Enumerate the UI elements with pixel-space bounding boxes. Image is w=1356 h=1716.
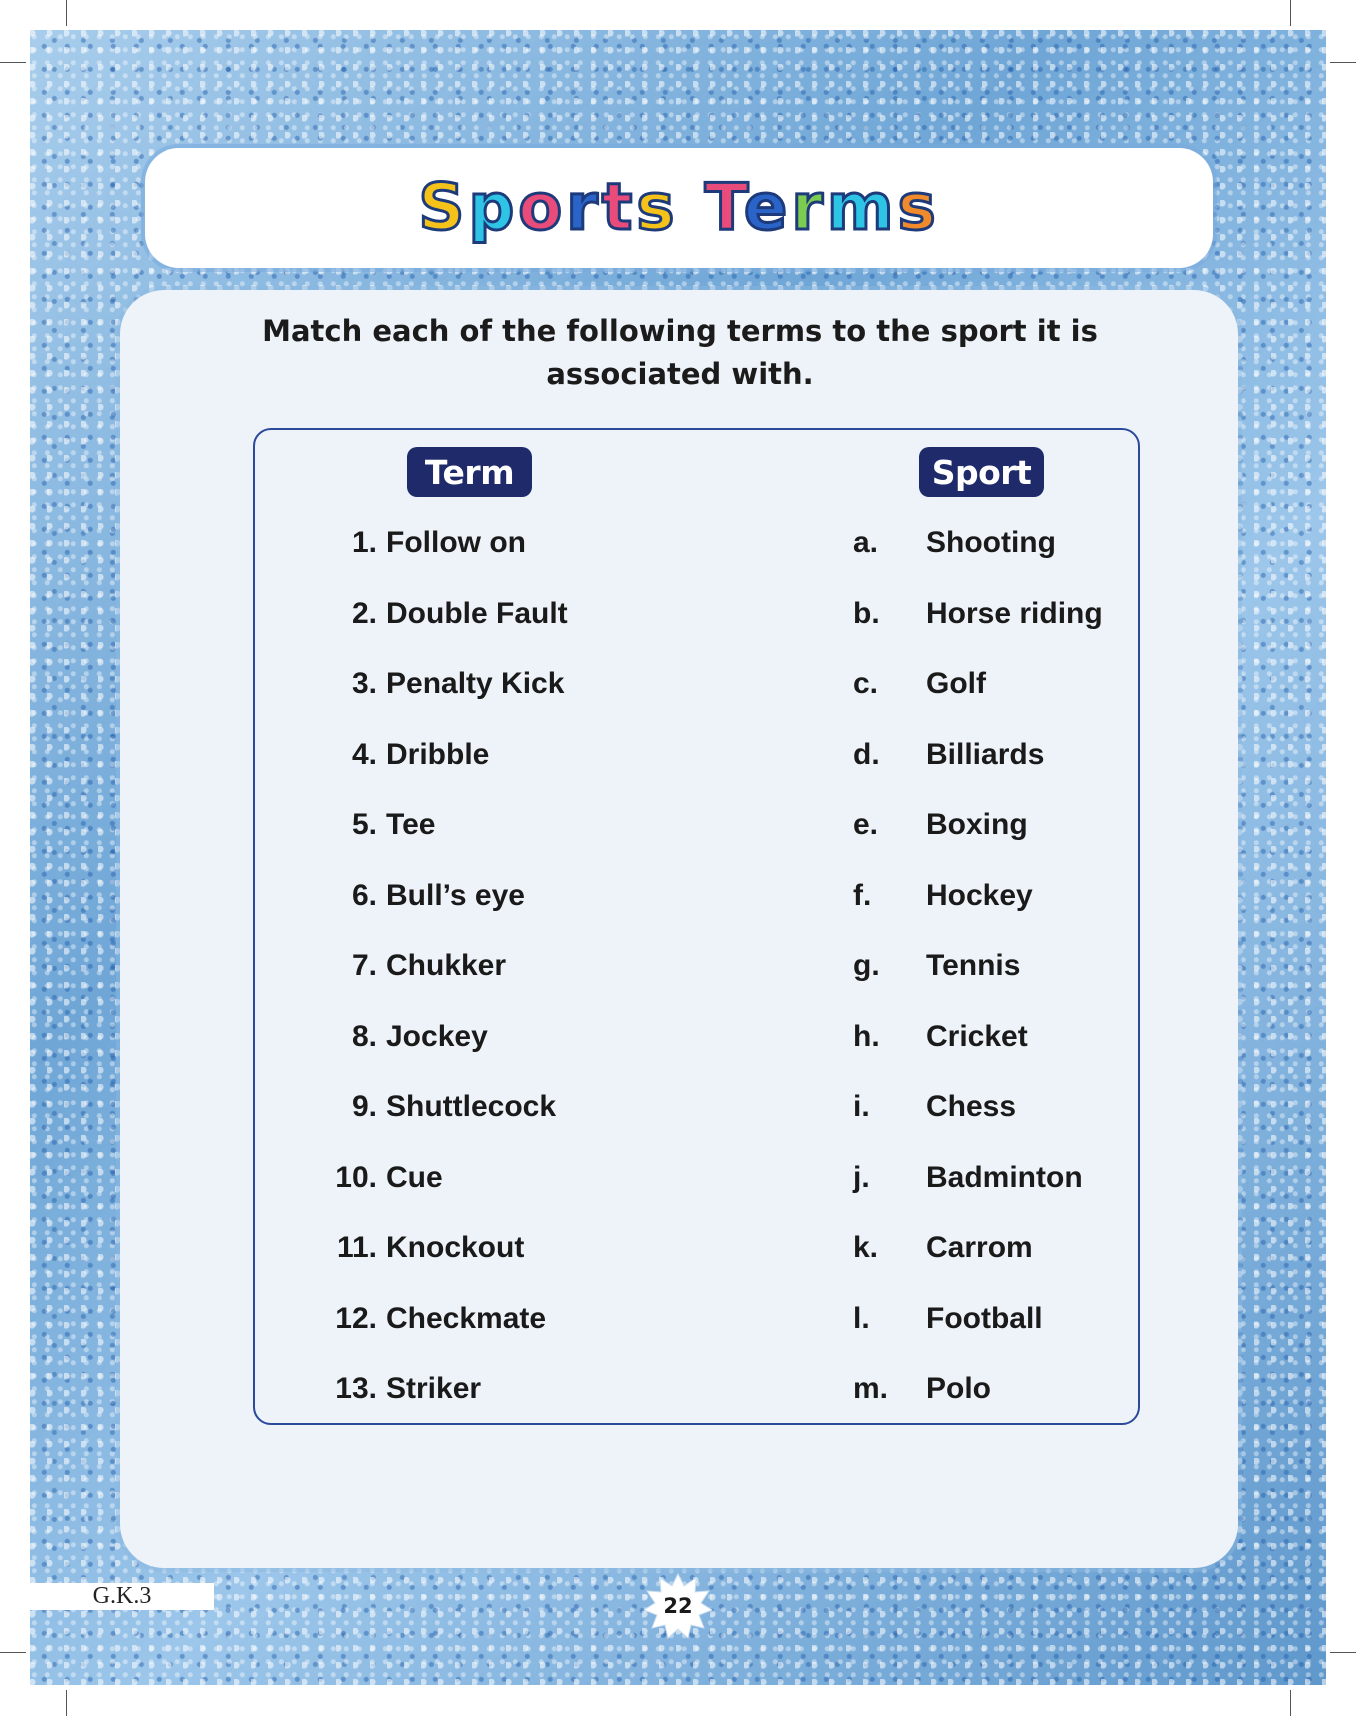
title-card — [145, 148, 1213, 268]
term-number: 13. — [335, 1372, 377, 1405]
sport-letter: i. — [853, 1090, 870, 1123]
term-number: 4. — [351, 738, 377, 771]
title-letter: t — [601, 171, 637, 245]
sport-letter: a. — [853, 526, 879, 559]
term-number: 8. — [351, 1020, 377, 1053]
term-label: Double Fault — [386, 597, 568, 630]
term-label: Jockey — [386, 1020, 488, 1053]
sport-label: Chess — [926, 1090, 1017, 1123]
crop-mark — [1330, 1652, 1356, 1653]
sport-letter: m. — [853, 1372, 889, 1405]
sport-letter: l. — [853, 1302, 870, 1335]
crop-mark — [1290, 1690, 1291, 1716]
term-number: 2. — [351, 597, 377, 630]
page-number: 22 — [663, 1594, 693, 1618]
term-number: 7. — [351, 949, 377, 982]
term-number: 6. — [351, 879, 377, 912]
term-label: Penalty Kick — [386, 667, 565, 700]
term-number: 12. — [335, 1302, 377, 1335]
sport-letter: d. — [853, 738, 880, 771]
sport-label: Carrom — [926, 1231, 1033, 1264]
sport-letter: e. — [853, 808, 879, 841]
sport-letter: c. — [853, 667, 879, 700]
sport-label: Shooting — [926, 526, 1056, 559]
crop-mark — [66, 0, 67, 26]
title-letter: r — [791, 171, 827, 245]
page-title — [418, 171, 939, 245]
sport-label: Badminton — [926, 1161, 1083, 1194]
crop-mark — [66, 1690, 67, 1716]
title-letter: m — [826, 171, 898, 245]
term-label: Checkmate — [386, 1302, 547, 1335]
title-letter: r — [566, 171, 602, 245]
sport-label: Cricket — [926, 1020, 1028, 1053]
term-label: Shuttlecock — [386, 1090, 557, 1123]
sport-label: Hockey — [926, 879, 1033, 912]
term-header: Term — [407, 447, 532, 497]
sport-letter: g. — [853, 949, 880, 982]
sport-label: Tennis — [926, 949, 1021, 982]
term-number: 10. — [335, 1161, 377, 1194]
title-letter: s — [897, 171, 940, 245]
term-label: Chukker — [386, 949, 507, 982]
term-number: 1. — [351, 526, 377, 559]
matching-table — [253, 428, 1140, 1425]
title-letter: e — [743, 171, 792, 245]
term-label: Striker — [386, 1372, 482, 1405]
term-label: Follow on — [386, 526, 526, 559]
term-label: Tee — [386, 808, 436, 841]
term-label: Knockout — [386, 1231, 525, 1264]
book-code: G.K.3 — [30, 1583, 214, 1610]
sport-label: Polo — [926, 1372, 991, 1405]
sport-label: Boxing — [926, 808, 1028, 841]
crop-mark — [1330, 62, 1356, 63]
title-letter: o — [518, 171, 567, 245]
term-label: Cue — [386, 1161, 443, 1194]
sport-letter: f. — [853, 879, 872, 912]
term-number: 9. — [351, 1090, 377, 1123]
sport-header: Sport — [919, 447, 1044, 497]
crop-mark — [0, 1652, 26, 1653]
sport-label: Billiards — [926, 738, 1045, 771]
crop-mark — [0, 62, 26, 63]
sport-label: Football — [926, 1302, 1043, 1335]
sport-letter: k. — [853, 1231, 879, 1264]
page-number-badge — [644, 1572, 712, 1640]
title-letter: p — [468, 171, 519, 245]
term-label: Bull’s eye — [386, 879, 525, 912]
sport-letter: j. — [853, 1161, 870, 1194]
term-number: 3. — [351, 667, 377, 700]
crop-mark — [1290, 0, 1291, 26]
sport-label: Golf — [926, 667, 986, 700]
sport-letter: h. — [853, 1020, 880, 1053]
title-letter: S — [418, 171, 469, 245]
sport-letter: b. — [853, 597, 880, 630]
instructions: Match each of the following terms to the sport it is associated with. — [262, 314, 1098, 391]
term-number: 5. — [351, 808, 377, 841]
title-letter: T — [704, 171, 744, 245]
term-label: Dribble — [386, 738, 490, 771]
title-space — [678, 171, 704, 245]
term-number: 11. — [336, 1231, 377, 1264]
sport-label: Horse riding — [926, 597, 1103, 630]
title-letter: s — [636, 171, 679, 245]
